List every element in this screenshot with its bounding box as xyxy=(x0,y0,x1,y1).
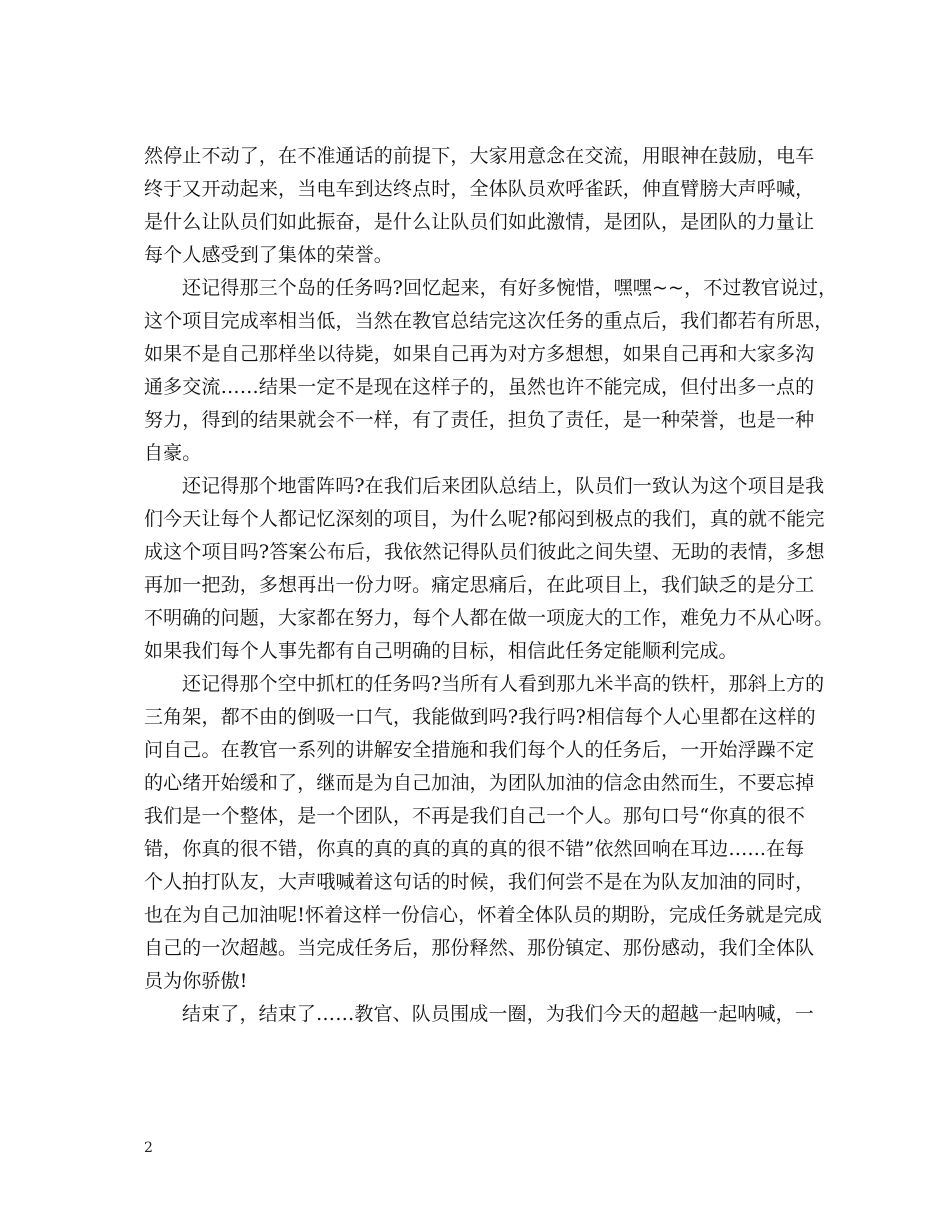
text-line: 不明确的问题，大家都在努力，每个人都在做一项庞大的工作，难免力不从心呀。 xyxy=(144,607,834,629)
text-line: 努力，得到的结果就会不一样，有了责任，担负了责任，是一种荣誉，也是一种 xyxy=(144,409,815,431)
text-line: 的心绪开始缓和了，继而是为自己加油，为团队加油的信念由然而生，不要忘掉 xyxy=(144,772,815,794)
text-line: 员为你骄傲! xyxy=(144,970,248,992)
text-line: 如果我们每个人事先都有自己明确的目标，相信此任务定能顺利完成。 xyxy=(144,640,738,662)
text-line: 个人拍打队友，大声哦喊着这句话的时候，我们何尝不是在为队友加油的同时， xyxy=(144,871,815,893)
text-line: 如果不是自己那样坐以待毙，如果自己再为对方多想想，如果自己再和大家多沟 xyxy=(144,343,815,365)
text-line: 通多交流……结果一定不是现在这样子的，虽然也许不能完成，但付出多一点的 xyxy=(144,376,815,398)
text-line: 每个人感受到了集体的荣誉。 xyxy=(144,244,393,266)
text-line: 这个项目完成率相当低，当然在教官总结完这次任务的重点后，我们都若有所思， xyxy=(144,310,834,332)
page-number: 2 xyxy=(144,1140,153,1156)
text-line: 成这个项目吗?答案公布后，我依然记得队员们彼此之间失望、无助的表情，多想 xyxy=(144,541,825,563)
text-line: 也在为自己加油呢!怀着这样一份信心，怀着全体队员的期盼，完成任务就是完成 xyxy=(144,904,823,926)
paragraph-start-line: 还记得那三个岛的任务吗?回忆起来，有好多惋惜，嘿嘿~~，不过教官说过， xyxy=(182,277,838,299)
text-line: 错，你真的很不错，你真的真的真的真的真的很不错”依然回响在耳边…...在每 xyxy=(144,838,805,860)
text-line: 是什么让队员们如此振奋，是什么让队员们如此激情，是团队，是团队的力量让 xyxy=(144,211,815,233)
text-line: 自己的一次超越。当完成任务后，那份释然、那份镇定、那份感动，我们全体队 xyxy=(144,937,815,959)
text-line: 三角架，都不由的倒吸一口气，我能做到吗?我行吗?相信每个人心里都在这样的 xyxy=(144,706,816,728)
text-line: 终于又开动起来，当电车到达终点时，全体队员欢呼雀跃，伸直臂膀大声呼喊， xyxy=(144,178,815,200)
paragraph-start-line: 还记得那个地雷阵吗?在我们后来团队总结上，队员们一致认为这个项目是我 xyxy=(182,475,825,497)
paragraph-start-line: 结束了，结束了……教官、队员围成一圈，为我们今天的超越一起呐喊，一 xyxy=(182,1003,814,1025)
text-line: 问自己。在教官一系列的讲解安全措施和我们每个人的任务后，一开始浮躁不定 xyxy=(144,739,815,761)
text-line: 们今天让每个人都记忆深刻的项目，为什么呢?郁闷到极点的我们，真的就不能完 xyxy=(144,508,825,530)
text-line: 再加一把劲，多想再出一份力呀。痛定思痛后，在此项目上，我们缺乏的是分工 xyxy=(144,574,815,596)
text-line: 自豪。 xyxy=(144,442,202,464)
text-line: 然停止不动了，在不准通话的前提下，大家用意念在交流，用眼神在鼓励，电车 xyxy=(144,145,815,167)
paragraph-start-line: 还记得那个空中抓杠的任务吗?当所有人看到那九米半高的铁杆，那斜上方的 xyxy=(182,673,825,695)
text-line: 我们是一个整体，是一个团队，不再是我们自己一个人。那句口号“你真的很不 xyxy=(144,805,805,827)
